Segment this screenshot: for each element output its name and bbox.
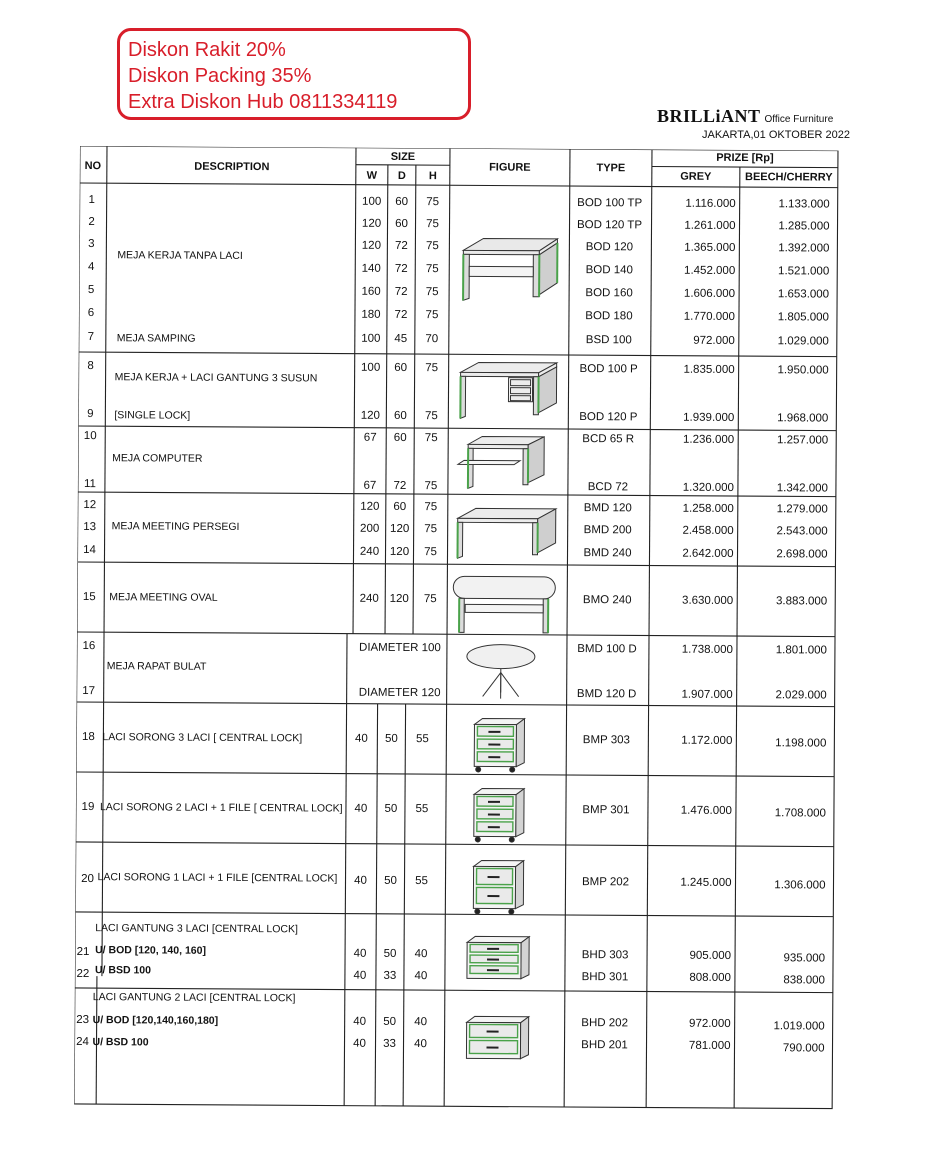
cell-size-diameter: DIAMETER 120 bbox=[358, 686, 441, 700]
cell-price-beech: 1.342.000 bbox=[776, 482, 828, 495]
cell-height: 75 bbox=[426, 196, 440, 209]
header-h: H bbox=[428, 170, 437, 183]
cell-width: 240 bbox=[359, 545, 380, 558]
row-number: 8 bbox=[87, 360, 94, 373]
row-number: 22 bbox=[76, 967, 90, 981]
cell-depth: 120 bbox=[389, 545, 410, 559]
header-size: SIZE bbox=[390, 150, 416, 164]
cell-height: 75 bbox=[424, 432, 438, 445]
row-number: 13 bbox=[83, 521, 97, 534]
cell-type: BMD 100 D bbox=[577, 643, 637, 656]
figure-round-table bbox=[465, 642, 537, 700]
discount-packing: Diskon Packing 35% bbox=[128, 65, 312, 87]
cell-width: 120 bbox=[361, 217, 382, 230]
cell-width: 180 bbox=[361, 308, 381, 321]
cell-type: BOD 120 P bbox=[579, 411, 638, 424]
row-number: 12 bbox=[83, 499, 97, 512]
cell-width: 160 bbox=[361, 285, 381, 298]
cell-height: 70 bbox=[425, 333, 439, 346]
cell-type: BOD 180 bbox=[585, 310, 633, 323]
figure-hanging-2-drawer bbox=[464, 1014, 530, 1066]
cell-height: 40 bbox=[414, 1038, 427, 1051]
price-list-date: JAKARTA,01 OKTOBER 2022 bbox=[702, 129, 850, 141]
cell-price-grey: 1.476.000 bbox=[680, 804, 732, 817]
row-number: 15 bbox=[82, 591, 96, 604]
cell-depth: 120 bbox=[390, 522, 410, 536]
cell-price-beech: 935.000 bbox=[783, 952, 826, 965]
cell-depth: 33 bbox=[383, 969, 397, 982]
cell-type: BOD 120 bbox=[585, 241, 634, 254]
cell-depth: 120 bbox=[389, 592, 409, 606]
cell-width: 100 bbox=[361, 361, 381, 374]
cell-height: 75 bbox=[425, 263, 439, 276]
cell-price-beech: 1.805.000 bbox=[777, 311, 830, 324]
cell-type: BMD 200 bbox=[583, 524, 632, 537]
desc-laci-sorong-3: LACI SORONG 3 LACI [ CENTRAL LOCK] bbox=[102, 731, 303, 745]
header-description: DESCRIPTION bbox=[194, 160, 270, 174]
cell-price-grey: 781.000 bbox=[688, 1039, 731, 1052]
cell-price-grey: 1.236.000 bbox=[683, 433, 735, 447]
cell-price-beech: 1.306.000 bbox=[774, 879, 826, 892]
cell-type: BOD 100 P bbox=[579, 363, 638, 376]
cell-width: 40 bbox=[353, 1015, 367, 1028]
header-w: W bbox=[366, 169, 378, 182]
header-type: TYPE bbox=[596, 162, 626, 175]
cell-price-grey: 1.320.000 bbox=[682, 481, 734, 495]
cell-depth: 45 bbox=[394, 332, 408, 346]
cell-height: 75 bbox=[424, 410, 438, 423]
row-number: 17 bbox=[82, 685, 96, 698]
cell-price-grey: 1.452.000 bbox=[684, 264, 736, 278]
cell-type: BMP 202 bbox=[581, 876, 630, 889]
cell-depth: 50 bbox=[383, 1015, 397, 1028]
cell-width: 240 bbox=[359, 592, 379, 605]
desc-meja-rapat-bulat: MEJA RAPAT BULAT bbox=[106, 660, 207, 673]
cell-type: BOD 100 TP bbox=[577, 197, 643, 210]
cell-depth: 72 bbox=[394, 239, 408, 253]
cell-height: 40 bbox=[414, 948, 428, 961]
cell-width: 67 bbox=[363, 479, 377, 492]
desc-for-bod-120-180: U/ BOD [120,140,160,180] bbox=[92, 1014, 219, 1027]
cell-price-beech: 1.521.000 bbox=[778, 265, 830, 278]
row-number: 23 bbox=[76, 1013, 90, 1027]
cell-depth: 72 bbox=[394, 308, 408, 322]
desc-for-bsd-100-b: U/ BSD 100 bbox=[92, 1036, 149, 1049]
desc-for-bod-120-160: U/ BOD [120, 140, 160] bbox=[95, 944, 207, 957]
desc-meja-kerja-tanpa-laci: MEJA KERJA TANPA LACI bbox=[117, 249, 243, 262]
figure-pedestal-2-drawer-file bbox=[472, 786, 526, 844]
cell-height: 75 bbox=[425, 286, 439, 299]
cell-price-beech: 1.019.000 bbox=[773, 1020, 825, 1033]
row-number: 10 bbox=[83, 430, 97, 443]
cell-height: 75 bbox=[426, 218, 439, 231]
brand-tagline: Office Furniture bbox=[764, 114, 834, 125]
cell-height: 75 bbox=[425, 240, 439, 253]
cell-price-grey: 3.630.000 bbox=[682, 594, 734, 607]
row-number: 2 bbox=[88, 216, 95, 229]
cell-price-grey: 1.907.000 bbox=[681, 688, 733, 701]
cell-width: 120 bbox=[360, 500, 380, 513]
cell-type: BMD 120 D bbox=[576, 688, 637, 701]
row-number: 11 bbox=[83, 478, 96, 491]
cell-price-grey: 972.000 bbox=[693, 334, 735, 348]
discount-assembly: Diskon Rakit 20% bbox=[128, 39, 286, 61]
figure-oval-meeting-table bbox=[449, 572, 559, 637]
row-number: 6 bbox=[87, 307, 95, 320]
cell-type: BMP 301 bbox=[582, 804, 630, 817]
cell-width: 40 bbox=[353, 1037, 366, 1050]
cell-width: 40 bbox=[354, 802, 368, 815]
desc-meja-meeting-persegi: MEJA MEETING PERSEGI bbox=[111, 520, 240, 533]
cell-price-beech: 1.257.000 bbox=[777, 434, 829, 447]
cell-height: 55 bbox=[415, 803, 429, 816]
cell-price-grey: 1.245.000 bbox=[680, 876, 732, 889]
cell-price-beech: 2.543.000 bbox=[776, 525, 828, 538]
row-number: 9 bbox=[87, 408, 94, 421]
cell-price-grey: 2.458.000 bbox=[682, 524, 734, 537]
row-number: 1 bbox=[88, 194, 95, 207]
cell-width: 120 bbox=[360, 409, 380, 422]
cell-depth: 60 bbox=[394, 361, 408, 375]
desc-laci-sorong-2: LACI SORONG 2 LACI + 1 FILE [ CENTRAL LOCK] bbox=[99, 801, 343, 815]
discount-box bbox=[117, 28, 471, 120]
row-number: 20 bbox=[81, 873, 94, 886]
cell-price-grey: 1.261.000 bbox=[684, 219, 736, 233]
cell-price-grey: 905.000 bbox=[689, 949, 732, 962]
cell-price-grey: 1.258.000 bbox=[682, 502, 734, 516]
cell-depth: 50 bbox=[384, 732, 398, 745]
row-number: 7 bbox=[87, 331, 95, 344]
cell-price-grey: 1.738.000 bbox=[681, 643, 733, 656]
cell-height: 75 bbox=[425, 309, 439, 322]
cell-price-beech: 2.029.000 bbox=[775, 689, 827, 702]
cell-price-beech: 1.950.000 bbox=[777, 364, 829, 377]
desc-meja-samping: MEJA SAMPING bbox=[116, 332, 196, 345]
cell-height: 75 bbox=[424, 546, 437, 559]
cell-width: 100 bbox=[362, 195, 382, 208]
cell-depth: 60 bbox=[393, 500, 407, 513]
cell-width: 40 bbox=[354, 732, 368, 745]
cell-depth: 50 bbox=[384, 874, 397, 887]
figure-hanging-3-drawer bbox=[465, 934, 531, 986]
brand-logo bbox=[657, 106, 833, 127]
header-grey: GREY bbox=[680, 170, 712, 183]
cell-width: 40 bbox=[353, 969, 367, 982]
cell-type: BHD 301 bbox=[581, 971, 629, 984]
figure-computer-desk bbox=[456, 434, 546, 491]
desc-meja-computer: MEJA COMPUTER bbox=[112, 452, 203, 465]
cell-height: 55 bbox=[415, 733, 429, 746]
discount-contact: Extra Diskon Hub 0811334119 bbox=[128, 91, 398, 113]
cell-depth: 60 bbox=[393, 409, 407, 423]
cell-price-beech: 3.883.000 bbox=[776, 595, 828, 608]
cell-price-grey: 1.606.000 bbox=[683, 287, 736, 301]
cell-price-beech: 790.000 bbox=[782, 1042, 825, 1055]
desc-laci-sorong-1: LACI SORONG 1 LACI + 1 FILE [CENTRAL LOCK] bbox=[97, 871, 338, 885]
desc-for-bsd-100: U/ BSD 100 bbox=[94, 964, 152, 977]
figure-pedestal-1-drawer-file bbox=[471, 858, 525, 916]
row-number: 19 bbox=[81, 801, 95, 814]
cell-price-grey: 1.116.000 bbox=[685, 197, 736, 211]
cell-type: BHD 201 bbox=[581, 1039, 628, 1052]
desc-meja-meeting-oval: MEJA MEETING OVAL bbox=[109, 591, 218, 604]
cell-type: BMO 240 bbox=[582, 594, 632, 607]
cell-depth: 72 bbox=[394, 262, 408, 276]
figure-desk-with-drawers bbox=[454, 360, 558, 421]
cell-price-beech: 1.392.000 bbox=[778, 242, 830, 255]
desc-meja-kerja-laci-gantung: MEJA KERJA + LACI GANTUNG 3 SUSUN bbox=[114, 371, 318, 385]
row-number: 24 bbox=[76, 1035, 89, 1049]
cell-price-grey: 1.365.000 bbox=[684, 241, 736, 255]
cell-price-grey: 1.770.000 bbox=[683, 310, 736, 324]
cell-price-beech: 1.801.000 bbox=[775, 644, 827, 657]
header-figure: FIGURE bbox=[489, 161, 531, 174]
cell-type: BOD 160 bbox=[585, 287, 633, 300]
cell-height: 75 bbox=[424, 501, 438, 514]
header-beech-cherry: BEECH/CHERRY bbox=[744, 171, 833, 184]
cell-height: 75 bbox=[423, 593, 437, 606]
cell-price-beech: 1.968.000 bbox=[777, 412, 829, 425]
cell-price-beech: 1.285.000 bbox=[778, 220, 830, 233]
cell-size-diameter: DIAMETER 100 bbox=[358, 641, 441, 655]
cell-price-beech: 1.133.000 bbox=[778, 198, 830, 211]
desc-laci-gantung-2: LACI GANTUNG 2 LACI [CENTRAL LOCK] bbox=[92, 991, 296, 1005]
cell-price-grey: 808.000 bbox=[689, 971, 731, 984]
figure-office-desk bbox=[455, 236, 559, 303]
cell-width: 67 bbox=[363, 431, 377, 444]
desc-single-lock: [SINGLE LOCK] bbox=[114, 409, 191, 422]
cell-price-beech: 1.198.000 bbox=[775, 737, 827, 750]
cell-type: BHD 202 bbox=[581, 1017, 629, 1030]
brand-name: BRILLiANT bbox=[657, 106, 761, 126]
header-d: D bbox=[397, 169, 406, 182]
row-number: 5 bbox=[87, 284, 95, 297]
cell-depth: 33 bbox=[383, 1037, 396, 1050]
cell-height: 40 bbox=[414, 970, 428, 983]
cell-type: BOD 140 bbox=[585, 264, 633, 277]
row-number: 16 bbox=[82, 640, 96, 653]
cell-width: 40 bbox=[354, 874, 367, 887]
cell-price-beech: 2.698.000 bbox=[776, 548, 828, 561]
cell-height: 40 bbox=[414, 1016, 428, 1029]
cell-depth: 60 bbox=[395, 195, 409, 209]
cell-price-beech: 1.029.000 bbox=[777, 335, 829, 348]
cell-height: 75 bbox=[424, 480, 438, 493]
cell-price-beech: 838.000 bbox=[783, 974, 825, 987]
cell-price-beech: 1.708.000 bbox=[774, 807, 826, 820]
cell-depth: 72 bbox=[394, 285, 408, 299]
cell-depth: 72 bbox=[393, 479, 407, 492]
cell-price-grey: 2.642.000 bbox=[682, 547, 734, 560]
cell-price-grey: 1.835.000 bbox=[683, 363, 735, 377]
cell-type: BMD 120 bbox=[583, 502, 632, 515]
price-table bbox=[74, 146, 840, 1111]
row-number: 18 bbox=[81, 731, 95, 744]
cell-height: 75 bbox=[424, 523, 438, 536]
cell-width: 200 bbox=[360, 522, 380, 535]
cell-width: 40 bbox=[353, 947, 367, 960]
cell-type: BMP 303 bbox=[582, 734, 630, 747]
row-number: 3 bbox=[88, 238, 95, 251]
cell-width: 100 bbox=[361, 332, 381, 345]
row-number: 4 bbox=[88, 261, 95, 274]
cell-type: BOD 120 TP bbox=[576, 219, 643, 232]
header-no: NO bbox=[84, 160, 102, 173]
cell-type: BSD 100 bbox=[585, 334, 632, 347]
cell-depth: 50 bbox=[384, 802, 398, 815]
row-number: 14 bbox=[83, 544, 96, 557]
cell-depth: 50 bbox=[383, 947, 397, 960]
cell-width: 120 bbox=[361, 239, 382, 252]
cell-price-grey: 972.000 bbox=[689, 1017, 731, 1030]
header-prize: PRIZE [Rp] bbox=[716, 151, 774, 165]
cell-price-beech: 1.653.000 bbox=[777, 288, 830, 301]
cell-price-grey: 1.939.000 bbox=[683, 411, 735, 425]
cell-depth: 60 bbox=[393, 431, 407, 445]
cell-price-beech: 1.279.000 bbox=[776, 503, 828, 516]
cell-width: 140 bbox=[361, 262, 381, 275]
cell-type: BHD 303 bbox=[581, 949, 629, 962]
cell-height: 55 bbox=[415, 875, 428, 888]
cell-height: 75 bbox=[425, 362, 439, 375]
cell-depth: 60 bbox=[395, 217, 408, 231]
cell-type: BCD 72 bbox=[587, 481, 629, 494]
figure-meeting-table bbox=[451, 506, 559, 561]
cell-type: BCD 65 R bbox=[582, 433, 635, 446]
figure-pedestal-3-drawer bbox=[472, 716, 526, 774]
desc-laci-gantung-3: LACI GANTUNG 3 LACI [CENTRAL LOCK] bbox=[95, 922, 298, 936]
cell-type: BMD 240 bbox=[583, 547, 632, 560]
row-number: 21 bbox=[76, 945, 90, 959]
cell-price-grey: 1.172.000 bbox=[681, 734, 733, 747]
